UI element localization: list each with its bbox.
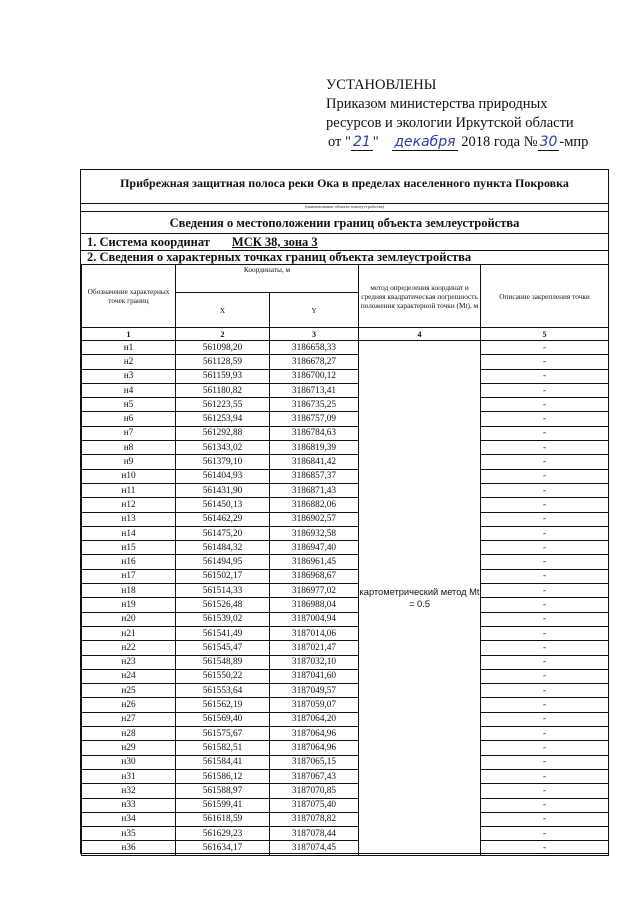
point-id: н22 <box>82 641 176 655</box>
col-desc-header: Описание закрепления точки <box>481 265 609 328</box>
point-desc: - <box>481 727 609 741</box>
point-desc: - <box>481 712 609 726</box>
point-x: 561526,48 <box>176 598 270 612</box>
point-y: 3186871,43 <box>270 483 359 497</box>
point-desc: - <box>481 798 609 812</box>
point-id: н10 <box>82 469 176 483</box>
point-x: 561569,40 <box>176 712 270 726</box>
table-row <box>82 698 609 712</box>
point-x: 561502,17 <box>176 569 270 583</box>
approval-date-line <box>328 133 626 152</box>
point-id: н4 <box>82 383 176 397</box>
point-desc: - <box>481 784 609 798</box>
point-y: 3187065,15 <box>270 755 359 769</box>
point-id: н36 <box>82 841 176 855</box>
object-subtitle: (наименование объекта землеустройства) <box>304 204 385 209</box>
divider <box>81 203 608 204</box>
point-x: 561098,20 <box>176 341 270 355</box>
point-desc: - <box>481 469 609 483</box>
point-y: 3186713,41 <box>270 383 359 397</box>
date-year: 2018 года № <box>461 134 538 150</box>
coord-system-label: 1. Система координат <box>87 235 210 249</box>
table-row <box>82 584 609 598</box>
point-id: н20 <box>82 612 176 626</box>
point-id: н34 <box>82 812 176 826</box>
table-row <box>82 483 609 497</box>
col-number: 3 <box>270 328 359 341</box>
point-y: 3186700,12 <box>270 369 359 383</box>
point-desc: - <box>481 541 609 555</box>
point-y: 3187067,43 <box>270 769 359 783</box>
point-desc: - <box>481 684 609 698</box>
object-title: Прибрежная защитная полоса реки Ока в пределах населенного пункта Покровка <box>120 176 569 190</box>
point-desc: - <box>481 455 609 469</box>
point-y: 3187074,45 <box>270 841 359 855</box>
point-x: 561431,90 <box>176 483 270 497</box>
divider <box>81 233 608 234</box>
point-id: н30 <box>82 755 176 769</box>
point-y: 3187021,47 <box>270 641 359 655</box>
point-desc: - <box>481 441 609 455</box>
point-desc: - <box>481 355 609 369</box>
point-y: 3187049,57 <box>270 684 359 698</box>
table-row <box>82 827 609 841</box>
point-id: н25 <box>82 684 176 698</box>
point-id: н7 <box>82 426 176 440</box>
point-y: 3186757,09 <box>270 412 359 426</box>
point-y: 3186658,33 <box>270 341 359 355</box>
table-row <box>82 541 609 555</box>
point-x: 561553,64 <box>176 684 270 698</box>
point-x: 561575,67 <box>176 727 270 741</box>
table-row <box>82 812 609 826</box>
point-y: 3187032,10 <box>270 655 359 669</box>
point-x: 561541,49 <box>176 626 270 640</box>
point-desc: - <box>481 812 609 826</box>
point-id: н17 <box>82 569 176 583</box>
point-y: 3187064,20 <box>270 712 359 726</box>
table-row <box>82 612 609 626</box>
col-number: 4 <box>359 328 481 341</box>
point-y: 3187059,07 <box>270 698 359 712</box>
point-y: 3187075,40 <box>270 798 359 812</box>
table-row <box>82 455 609 469</box>
point-y: 3186857,37 <box>270 469 359 483</box>
document-frame <box>80 169 609 854</box>
point-desc: - <box>481 841 609 855</box>
point-desc: - <box>481 383 609 397</box>
table-row <box>82 641 609 655</box>
point-id: н24 <box>82 669 176 683</box>
col-number: 1 <box>82 328 176 341</box>
point-x: 561562,19 <box>176 698 270 712</box>
point-y: 3186902,57 <box>270 512 359 526</box>
points-header: 2. Сведения о характерных точках границ объекта землеустройства <box>87 250 472 264</box>
point-id: н35 <box>82 827 176 841</box>
section-header: Сведения о местоположении границ объекта землеустройства <box>169 216 520 230</box>
point-x: 561292,88 <box>176 426 270 440</box>
point-x: 561462,29 <box>176 512 270 526</box>
date-month: декабря <box>394 134 456 150</box>
point-x: 561618,59 <box>176 812 270 826</box>
col-method-header: метод определения координат и средняя квадратическая погрешность положения характерной точки (Mt), м <box>359 265 481 328</box>
point-y: 3187064,96 <box>270 727 359 741</box>
date-prefix: от " <box>328 134 351 150</box>
point-id: н13 <box>82 512 176 526</box>
point-x: 561484,32 <box>176 541 270 555</box>
table-row <box>82 383 609 397</box>
point-id: н18 <box>82 584 176 598</box>
point-y: 3186841,42 <box>270 455 359 469</box>
point-y: 3186977,02 <box>270 584 359 598</box>
point-x: 561584,41 <box>176 755 270 769</box>
col-designation-header: Обозначение характерных точек границ <box>82 265 176 328</box>
point-x: 561550,22 <box>176 669 270 683</box>
method-cell: картометрический метод Mt = 0.5 <box>359 341 481 856</box>
point-x: 561599,41 <box>176 798 270 812</box>
point-desc: - <box>481 598 609 612</box>
point-desc: - <box>481 755 609 769</box>
point-x: 561223,55 <box>176 398 270 412</box>
table-row <box>82 684 609 698</box>
date-mid: " <box>372 134 379 150</box>
point-x: 561629,23 <box>176 827 270 841</box>
point-desc: - <box>481 641 609 655</box>
point-id: н1 <box>82 341 176 355</box>
point-desc: - <box>481 669 609 683</box>
point-desc: - <box>481 398 609 412</box>
point-y: 3186819,39 <box>270 441 359 455</box>
point-id: н11 <box>82 483 176 497</box>
point-desc: - <box>481 369 609 383</box>
point-x: 561588,97 <box>176 784 270 798</box>
coord-system-value: МСК 38, зона 3 <box>231 235 318 249</box>
point-x: 561379,10 <box>176 455 270 469</box>
point-y: 3186735,25 <box>270 398 359 412</box>
point-id: н9 <box>82 455 176 469</box>
approval-block <box>326 76 626 152</box>
point-desc: - <box>481 827 609 841</box>
col-coords-header: Координаты, м <box>176 265 359 293</box>
point-desc: - <box>481 555 609 569</box>
point-y: 3186988,04 <box>270 598 359 612</box>
point-id: н14 <box>82 526 176 540</box>
col-number: 2 <box>176 328 270 341</box>
divider <box>81 211 608 212</box>
point-id: н16 <box>82 555 176 569</box>
point-x: 561494,95 <box>176 555 270 569</box>
approval-line-3: ресурсов и экологии Иркутской области <box>326 115 574 131</box>
point-desc: - <box>481 412 609 426</box>
approval-line-2: Приказом министерства природных <box>326 96 548 112</box>
point-id: н32 <box>82 784 176 798</box>
table-row <box>82 655 609 669</box>
point-y: 3187064,96 <box>270 741 359 755</box>
point-desc: - <box>481 626 609 640</box>
order-number: 30 <box>539 134 558 150</box>
point-desc: - <box>481 584 609 598</box>
point-desc: - <box>481 569 609 583</box>
table-row <box>82 598 609 612</box>
table-row <box>82 426 609 440</box>
point-x: 561343,02 <box>176 441 270 455</box>
point-x: 561128,59 <box>176 355 270 369</box>
point-id: н31 <box>82 769 176 783</box>
point-desc: - <box>481 341 609 355</box>
table-row <box>82 498 609 512</box>
point-desc: - <box>481 426 609 440</box>
table-row <box>82 741 609 755</box>
point-y: 3187078,82 <box>270 812 359 826</box>
date-day: 21 <box>352 134 371 150</box>
point-x: 561180,82 <box>176 383 270 397</box>
point-x: 561450,13 <box>176 498 270 512</box>
point-id: н26 <box>82 698 176 712</box>
table-row <box>82 441 609 455</box>
point-desc: - <box>481 498 609 512</box>
point-y: 3187070,85 <box>270 784 359 798</box>
table-row <box>82 784 609 798</box>
table-row <box>82 398 609 412</box>
col-x-header: X <box>176 293 270 328</box>
point-x: 561634,17 <box>176 841 270 855</box>
point-id: н12 <box>82 498 176 512</box>
point-id: н28 <box>82 727 176 741</box>
table-row <box>82 626 609 640</box>
point-x: 561159,93 <box>176 369 270 383</box>
point-y: 3186678,27 <box>270 355 359 369</box>
point-x: 561475,20 <box>176 526 270 540</box>
point-desc: - <box>481 655 609 669</box>
point-id: н21 <box>82 626 176 640</box>
point-desc: - <box>481 769 609 783</box>
point-desc: - <box>481 612 609 626</box>
point-x: 561539,02 <box>176 612 270 626</box>
point-x: 561404,93 <box>176 469 270 483</box>
point-x: 561514,33 <box>176 584 270 598</box>
point-id: н2 <box>82 355 176 369</box>
point-id: н19 <box>82 598 176 612</box>
table-row <box>82 569 609 583</box>
table-row <box>82 755 609 769</box>
point-y: 3186968,67 <box>270 569 359 583</box>
table-row <box>82 512 609 526</box>
point-id: н29 <box>82 741 176 755</box>
table-row <box>82 526 609 540</box>
coord-system-row <box>87 235 318 250</box>
point-x: 561582,51 <box>176 741 270 755</box>
table-row <box>82 712 609 726</box>
table-row <box>82 469 609 483</box>
point-desc: - <box>481 526 609 540</box>
point-y: 3186961,45 <box>270 555 359 569</box>
approval-title: УСТАНОВЛЕНЫ <box>326 77 437 93</box>
table-row <box>82 769 609 783</box>
point-x: 561586,12 <box>176 769 270 783</box>
table-row <box>82 841 609 855</box>
table-row <box>82 798 609 812</box>
table-row <box>82 555 609 569</box>
point-y: 3187004,94 <box>270 612 359 626</box>
point-id: н8 <box>82 441 176 455</box>
point-y: 3186784,63 <box>270 426 359 440</box>
point-desc: - <box>481 741 609 755</box>
point-desc: - <box>481 483 609 497</box>
point-x: 561548,89 <box>176 655 270 669</box>
col-number: 5 <box>481 328 609 341</box>
point-id: н27 <box>82 712 176 726</box>
table-row <box>82 412 609 426</box>
point-y: 3187041,60 <box>270 669 359 683</box>
point-desc: - <box>481 512 609 526</box>
point-desc: - <box>481 698 609 712</box>
point-id: н23 <box>82 655 176 669</box>
point-y: 3186882,06 <box>270 498 359 512</box>
table-row <box>82 669 609 683</box>
point-y: 3187014,06 <box>270 626 359 640</box>
order-suffix: -мпр <box>559 134 589 150</box>
point-y: 3186932,58 <box>270 526 359 540</box>
table-row <box>82 355 609 369</box>
point-id: н6 <box>82 412 176 426</box>
point-id: н15 <box>82 541 176 555</box>
point-x: 561253,94 <box>176 412 270 426</box>
coordinates-table <box>81 264 609 856</box>
table-row <box>82 369 609 383</box>
point-y: 3186947,40 <box>270 541 359 555</box>
table-row <box>82 727 609 741</box>
point-x: 561545,47 <box>176 641 270 655</box>
col-y-header: Y <box>270 293 359 328</box>
point-id: н3 <box>82 369 176 383</box>
point-id: н33 <box>82 798 176 812</box>
point-id: н5 <box>82 398 176 412</box>
table-row <box>82 341 609 355</box>
point-y: 3187078,44 <box>270 827 359 841</box>
